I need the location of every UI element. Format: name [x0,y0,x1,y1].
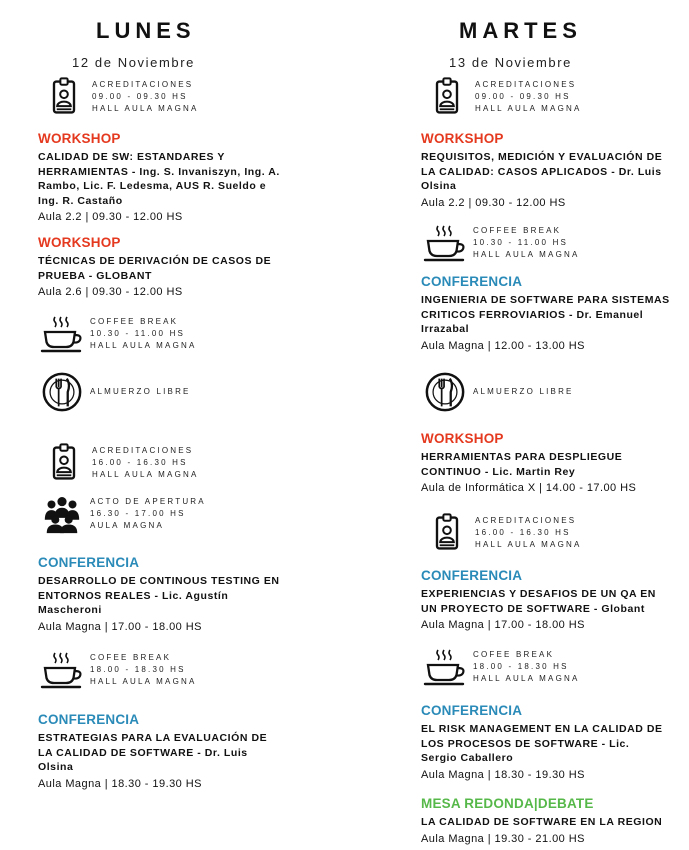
info-line: 16.00 - 16.30 HS [92,458,188,467]
event-conferencia-estrategias [38,712,283,791]
event-meta: Aula 2.2 | 09.30 - 12.00 HS [38,211,183,223]
acto-de-apertura [40,492,206,536]
martes-column [421,0,689,850]
info-line: ACREDITACIONES [475,516,577,525]
event-meta: Aula Magna | 17.00 - 18.00 HS [38,620,202,633]
event-title: HERRAMIENTAS PARA DESPLIEGUE CONTINUO - Lic. Martin Rey [421,451,623,478]
info-line: HALL AULA MAGNA [92,104,199,113]
info-line: ACREDITACIONES [475,80,577,89]
info-line: HALL AULA MAGNA [90,341,197,350]
info-line: HALL AULA MAGNA [90,677,197,686]
plate-cutlery-icon [423,370,467,414]
event-type: WORKSHOP [38,235,121,250]
id-badge-icon [425,511,469,555]
event-title: EL RISK MANAGEMENT EN LA CALIDAD DE LOS PROCESOS DE SOFTWARE - Lic. Sergio Caballero [421,723,663,764]
event-mesa-redonda [421,796,681,846]
coffee-break-morning [40,312,197,356]
event-meta: Aula 2.2 | 09.30 - 12.00 HS [421,196,566,209]
event-conferencia-testing [38,555,290,634]
event-type: WORKSHOP [421,431,504,446]
event-title: ESTRATEGIAS PARA LA EVALUACIÓN DE LA CALIDAD DE SOFTWARE - Dr. Luis Olsina [38,732,268,773]
event-title: REQUISITOS, MEDICIÓN Y EVALUACIÓN DE LA CALIDAD: CASOS APLICADOS - Dr. Luis Olsina [421,151,663,192]
day-date-martes: 13 de Noviembre [449,55,572,70]
plate-cutlery-icon [40,370,84,414]
acreditaciones-morning [425,75,582,119]
info-line: ACTO DE APERTURA [90,497,206,506]
acreditaciones-afternoon [425,511,582,555]
event-type: WORKSHOP [421,131,504,146]
event-title: INGENIERIA DE SOFTWARE PARA SISTEMAS CRITICOS FERROVIARIOS - Dr. Emanuel Irrazabal [421,294,670,335]
event-conferencia-risk [421,703,666,782]
event-title: CALIDAD DE SW: ESTANDARES Y HERRAMIENTAS - Ing. S. Invaniszyn, Ing. A. Rambo, Lic. F. Ledesma, AUS R. Sueldo e Ing. R. Castaño [38,151,280,207]
coffee-cup-icon [40,648,84,692]
day-title-martes: MARTES [459,18,582,43]
event-type: CONFERENCIA [421,703,523,718]
id-badge-icon [425,75,469,119]
event-type: CONFERENCIA [421,568,523,583]
event-meta: Aula Magna | 18.30 - 19.30 HS [38,777,202,790]
id-badge-icon [42,75,86,119]
event-title: DESARROLLO DE CONTINOUS TESTING EN ENTORNOS REALES - Lic. Agustín Mascheroni [38,575,280,616]
info-line: ALMUERZO LIBRE [90,387,191,396]
lunes-column [38,0,358,850]
event-type: CONFERENCIA [38,712,140,727]
info-line: HALL AULA MAGNA [92,470,199,479]
coffee-cup-icon [423,645,467,689]
coffee-break-afternoon [40,648,197,692]
info-line: COFEE BREAK [473,650,555,659]
almuerzo-libre [423,370,574,414]
coffee-cup-icon [423,221,467,265]
day-title-lunes: LUNES [96,18,196,43]
event-title: TÉCNICAS DE DERIVACIÓN DE CASOS DE PRUEBA - GLOBANT [38,255,272,282]
acreditaciones-morning [42,75,199,119]
info-line: COFFEE BREAK [473,226,562,235]
coffee-break-afternoon [423,645,580,689]
coffee-cup-icon [40,312,84,356]
event-title: EXPERIENCIAS Y DESAFIOS DE UN QA EN UN PROYECTO DE SOFTWARE - Globant [421,588,656,615]
event-type: WORKSHOP [38,131,121,146]
event-workshop-despliegue [421,431,651,495]
event-type: MESA REDONDA|DEBATE [421,796,594,811]
info-line: 10.30 - 11.00 HS [90,329,186,338]
people-group-icon [40,492,84,536]
info-line: 09.00 - 09.30 HS [92,92,188,101]
event-workshop-calidad [38,131,290,224]
day-date-lunes: 12 de Noviembre [72,55,195,70]
info-line: ACREDITACIONES [92,80,194,89]
info-line: 16.30 - 17.00 HS [90,509,186,518]
info-line: 16.00 - 16.30 HS [475,528,571,537]
event-meta: Aula Magna | 12.00 - 13.00 HS [421,339,585,352]
event-meta: Aula Magna | 18.30 - 19.30 HS [421,768,585,781]
event-workshop-requisitos [421,131,666,210]
id-badge-icon [42,441,86,485]
info-line: HALL AULA MAGNA [475,540,582,549]
event-title: LA CALIDAD DE SOFTWARE EN LA REGION [421,816,663,828]
event-meta: Aula de Informática X | 14.00 - 17.00 HS [421,482,637,494]
info-line: 10.30 - 11.00 HS [473,238,569,247]
event-meta: Aula Magna | 19.30 - 21.00 HS [421,832,585,845]
info-line: 18.00 - 18.30 HS [90,665,186,674]
info-line: AULA MAGNA [90,521,165,530]
info-line: HALL AULA MAGNA [473,250,580,259]
event-conferencia-qa [421,568,673,632]
coffee-break-morning [423,221,580,265]
info-line: HALL AULA MAGNA [473,674,580,683]
event-workshop-tecnicas [38,235,286,299]
event-type: CONFERENCIA [38,555,140,570]
info-line: COFEE BREAK [90,653,172,662]
almuerzo-libre [40,370,191,414]
event-meta: Aula Magna | 17.00 - 18.00 HS [421,619,585,631]
info-line: COFFEE BREAK [90,317,179,326]
info-line: 09.00 - 09.30 HS [475,92,571,101]
event-meta: Aula 2.6 | 09.30 - 12.00 HS [38,286,183,298]
event-type: CONFERENCIA [421,274,523,289]
event-conferencia-ferroviarios [421,274,671,353]
info-line: HALL AULA MAGNA [475,104,582,113]
info-line: 18.00 - 18.30 HS [473,662,569,671]
info-line: ACREDITACIONES [92,446,194,455]
info-line: ALMUERZO LIBRE [473,387,574,396]
acreditaciones-afternoon [42,441,199,485]
